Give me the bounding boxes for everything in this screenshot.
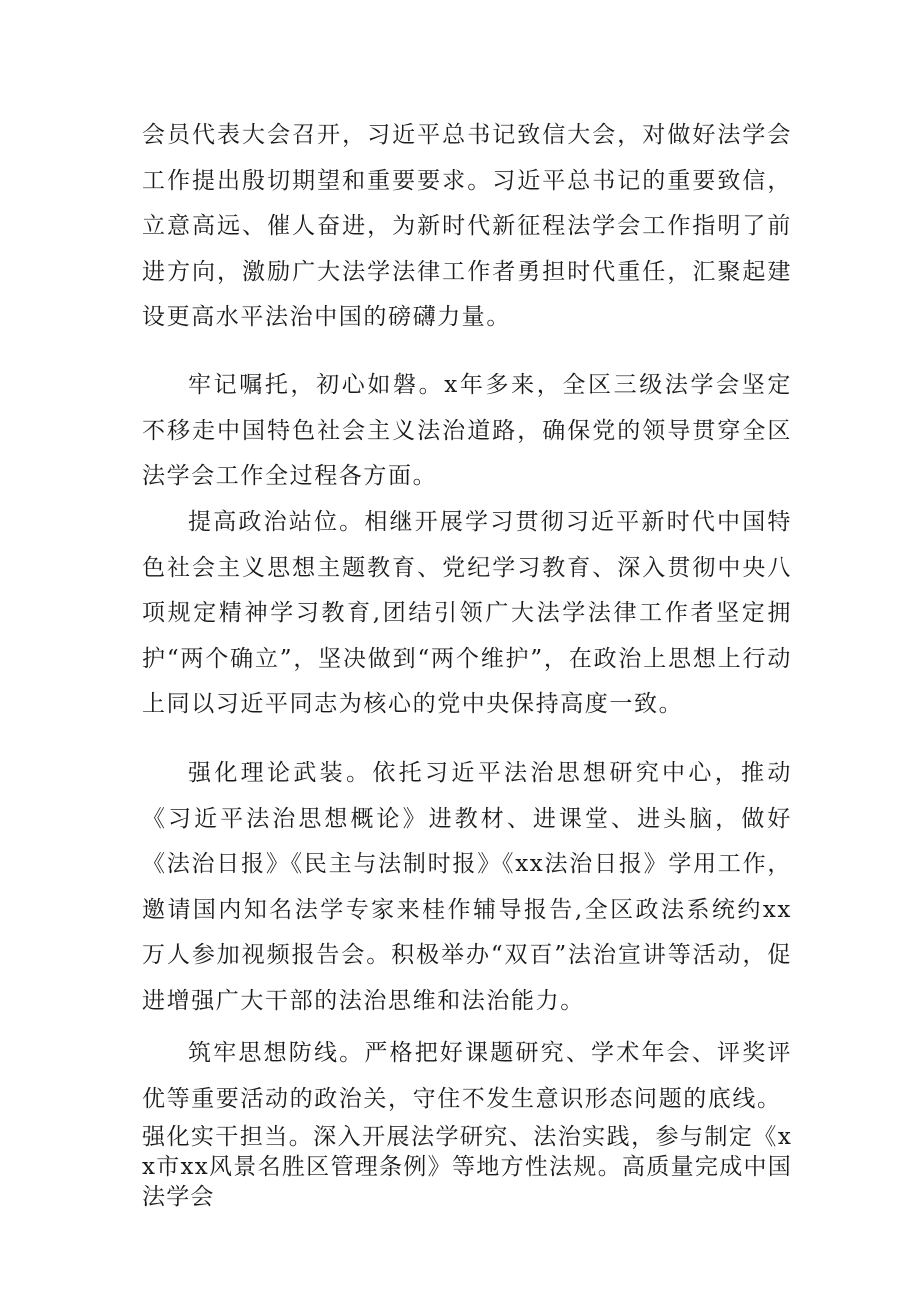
- paragraph-4: 强化理论武装。依托习近平法治思想研究中心，推动《习近平法治思想概论》进教材、进课堂、进头脑，做好《法治日报》《民主与法制时报》《xx法治日报》学用工作，邀请国内知名法学专家来桂作辅导报告,全区政法系统约xx万人参加视频报告会。积极举办“双百”法治宣讲等活动，促进增强广大干部的法治思维和法治能力。: [142, 760, 792, 1014]
- paragraph-6: 强化实干担当。深入开展法学研究、法治实践，参与制定《xx市xx风景名胜区管理条例》等地方性法规。高质量完成中国法学会: [142, 1124, 792, 1210]
- paragraph-3: 提高政治站位。相继开展学习贯彻习近平新时代中国特色社会主义思想主题教育、党纪学习教育、深入贯彻中央八项规定精神学习教育,团结引领广大法学法律工作者坚定拥护“两个确立”，坚决做到“两个维护”，在政治上思想上行动上同以习近平同志为核心的党中央保持高度一致。: [142, 509, 792, 717]
- paragraph-1: 会员代表大会召开，习近平总书记致信大会，对做好法学会工作提出殷切期望和重要要求。习近平总书记的重要致信，立意高远、催人奋进，为新时代新征程法学会工作指明了前进方向，激励广大法学法律工作者勇担时代重任，汇聚起建设更高水平法治中国的磅礴力量。: [142, 122, 792, 330]
- paragraph-5: 筑牢思想防线。严格把好课题研究、学术年会、评奖评优等重要活动的政治关，守住不发生意识形态问题的底线。: [142, 1040, 792, 1112]
- paragraph-2: 牢记嘱托，初心如磐。x年多来，全区三级法学会坚定不移走中国特色社会主义法治道路，确保党的领导贯穿全区法学会工作全过程各方面。: [142, 372, 792, 489]
